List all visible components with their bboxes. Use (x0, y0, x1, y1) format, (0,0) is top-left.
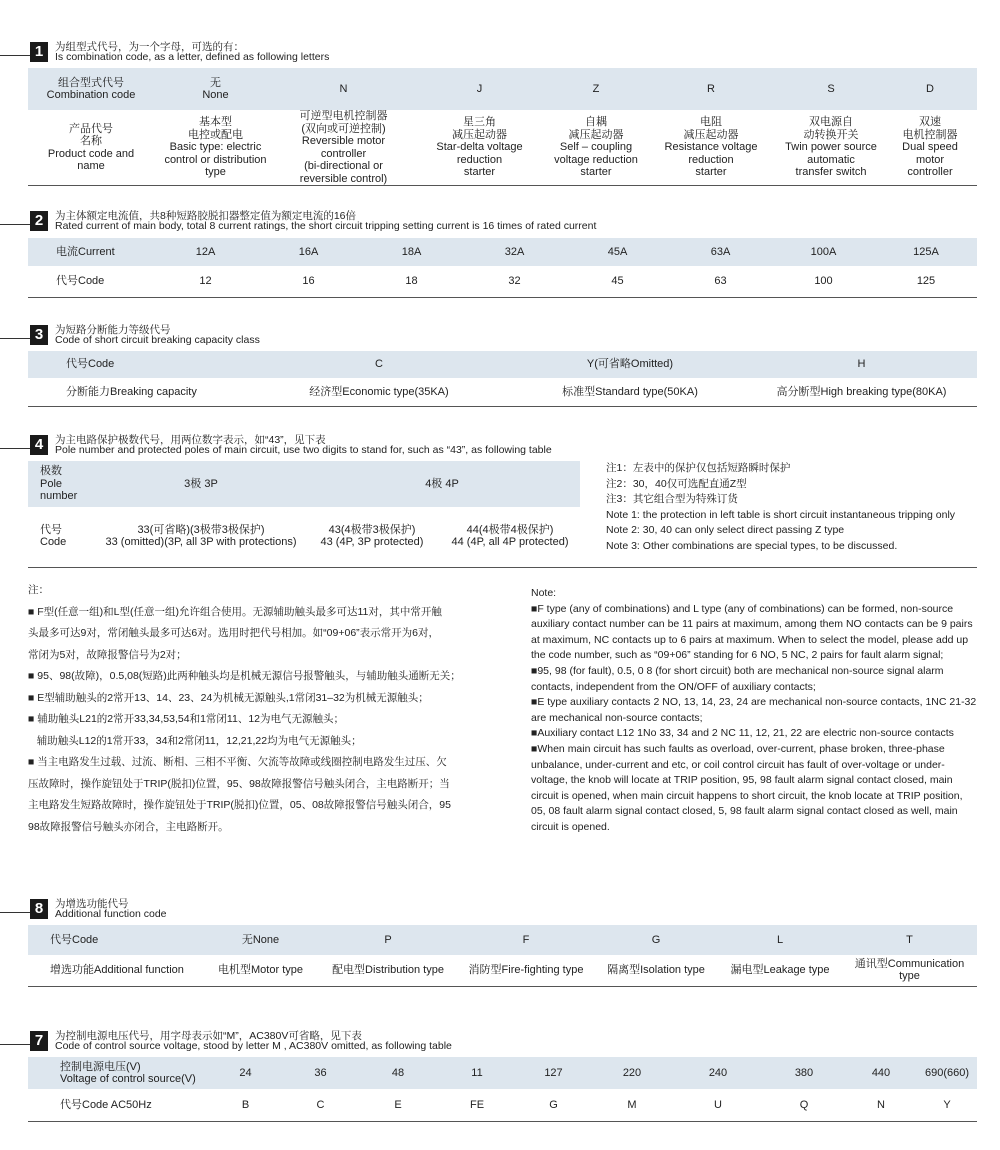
cell-text: 电机控制器 (902, 128, 958, 141)
table-row (28, 68, 977, 110)
table-cell (514, 378, 746, 406)
table-cell (673, 1057, 763, 1089)
table-cell (28, 351, 244, 378)
rated-current-table (28, 238, 977, 298)
table-cell (440, 507, 580, 565)
note-paragraph: Note: (531, 587, 557, 599)
note-paragraph: ■95, 98 (for fault), 0.5, 0 8 (for short circuit) both are mechanical non-source signal alarm contacts, independent from the ON/OFF of auxiliary contacts; (531, 664, 944, 693)
cell-text: 自耦 (585, 116, 607, 129)
section-8-header (0, 893, 1000, 923)
note-paragraph: 常闭为5对，故障报警信号为2对； (28, 648, 187, 661)
cell-text: Twin power source (785, 141, 877, 154)
table-cell (779, 110, 883, 186)
cell-text: 380 (794, 1066, 814, 1079)
table-cell (842, 925, 977, 955)
cell-text: Combination code (46, 89, 136, 101)
cell-text: Self – coupling (559, 141, 633, 154)
table-cell (244, 378, 514, 406)
note-paragraph: ■F type (any of combinations) and L type (any of combinations) can be formed, non-source auxiliary contact number can be 11 pairs at maximum, among them NO contacts can be 9 pairs at maximum, NC contacts up to 6 pairs at maximum. When to select the model, please add up the code number, such as “09+06” standing for 6 NO, 5 NC, 2 pairs for fault alarm signal; (531, 602, 973, 662)
table-cell (673, 1089, 763, 1121)
header-rule (0, 448, 30, 449)
table-cell (746, 378, 977, 406)
section-2-header (0, 205, 1000, 235)
note-paragraph: ■ 辅助触头L21的2常开33,34,53,54和1常闭11、12为电气无源触头； (28, 713, 345, 725)
cell-text: 高分断型High breaking type(80KA) (776, 385, 947, 398)
section-title-en: Code of short circuit breaking capacity class (55, 334, 260, 346)
section-number-badge: 1 (30, 42, 48, 62)
cell-text: Y (943, 1098, 951, 1111)
cell-text: 33 (omitted)(3P, all 3P with protections) (105, 536, 297, 548)
cell-text: T (906, 933, 913, 946)
cell-text: 代号Code (66, 358, 115, 371)
cell-text: Product code and (47, 147, 135, 160)
cell-text: controller (907, 166, 953, 179)
header-rule (0, 1044, 30, 1045)
table-cell (842, 955, 977, 986)
table-cell (883, 110, 977, 186)
table-cell (883, 68, 977, 110)
cell-text: reduction (688, 153, 734, 166)
cell-text: type (205, 166, 226, 179)
cell-text: L (776, 933, 784, 946)
cell-text: 220 (622, 1066, 642, 1079)
cell-text: 33(可省略)(3极带3极保护) (137, 523, 265, 536)
table-cell (514, 351, 746, 378)
cell-text: Star-delta voltage (436, 141, 523, 154)
section-7 (0, 1025, 1000, 1111)
cell-text: 电控或配电 (188, 128, 243, 141)
cell-text: control or distribution (164, 153, 267, 166)
table-cell (283, 1057, 358, 1089)
cell-text: Q (799, 1098, 809, 1111)
cell-text: 减压起动器 (568, 128, 624, 141)
cell-text: name (77, 160, 105, 172)
table-cell (549, 110, 643, 186)
table-cell (410, 68, 549, 110)
cell-text: 24 (239, 1066, 252, 1079)
side-note: 注2：30，40仅可选配直通Z型 (606, 477, 747, 490)
table-cell (360, 266, 463, 297)
cell-text: 690(660) (924, 1066, 970, 1079)
note-paragraph: ■ E型辅助触头的2常开13、14、23、24为机械无源触头,1常闭31–32为机械无源触头； (28, 691, 429, 704)
cell-text: motor (915, 153, 945, 166)
table-cell (244, 351, 514, 378)
cell-text: 12 (199, 275, 212, 287)
table-cell (318, 955, 458, 986)
table-cell (549, 68, 643, 110)
cell-text: Code (40, 536, 67, 548)
section-title-cn: 为主体额定电流值，共8种短路胶脱扣器整定值为额定电流的16倍 (55, 210, 357, 222)
side-note: 注3：其它组合型为特殊订货 (606, 493, 738, 506)
cell-text: starter (580, 166, 612, 179)
cell-text: None (202, 89, 229, 101)
cell-text: 440 (871, 1066, 891, 1079)
table-cell (643, 110, 779, 186)
table-cell (28, 266, 154, 297)
cell-text: 11 (471, 1066, 483, 1079)
cell-text: Voltage of control source(V) (60, 1073, 196, 1085)
cell-text: 极数 (40, 465, 62, 478)
cell-text: C (375, 358, 383, 371)
note-paragraph: ■ 当主电路发生过载、过流、断相、三相不平衡、欠流等故障或线圈控制电路发生过压、欠 (28, 756, 447, 768)
cell-text: 漏电型Leakage type (730, 964, 830, 976)
cell-text: U (714, 1098, 722, 1111)
cell-text: Dual speed (902, 141, 958, 154)
cell-text: 44 (4P, all 4P protected) (451, 536, 569, 548)
cell-text: F (522, 933, 530, 946)
note-paragraph: ■E type auxiliary contacts 2 NO, 13, 14, 23, 24 are mechanical non-source contacts, 1NC 21-32 are mechanical non-source contacts; (531, 696, 977, 724)
cell-text: 125A (913, 245, 939, 258)
cell-text: 63A (710, 245, 731, 258)
table-cell (154, 110, 277, 186)
cell-text: 电流Current (56, 245, 115, 258)
header-rule (0, 224, 30, 225)
section-number-badge: 3 (30, 325, 48, 345)
cell-text: 45 (611, 275, 624, 287)
notes-english (531, 586, 980, 836)
table-cell (203, 955, 318, 986)
cell-text: 4极 4P (425, 477, 459, 490)
header-rule (0, 338, 30, 339)
note-paragraph: ■When main circuit has such faults as overload, over-current, phase broken, three-phase unbalance, under-current and etc, or coil control circuit has fault of over-voltage or under-voltage, the knob will locate at TRIP position, 95, 98 fault alarm signal contact closed, main circuit is opened, when main circuit happens to short circuit, the knob locate at TRIP position, 05, 08 fault alarm signal contact closed, 5, 98 fault alarm signal contact closed as well, main circuit is opened. (531, 742, 963, 833)
table-cell (304, 461, 580, 507)
section-1-header (0, 36, 1000, 66)
note-paragraph: 头最多可达9对，常闭触头最多可达6对。选用时把代号相加。如“09+06”表示常开为6对， (28, 627, 440, 639)
section-number-badge: 4 (30, 435, 48, 455)
table-cell (358, 1057, 438, 1089)
pole-table-side-notes (606, 461, 996, 555)
table-cell (154, 266, 257, 297)
table-cell (277, 68, 410, 110)
cell-text: 名称 (80, 135, 102, 147)
table-cell (283, 1089, 358, 1121)
table-cell (208, 1057, 283, 1089)
section-3-header (0, 319, 1000, 349)
cell-text: R (707, 82, 715, 95)
cell-text: 经济型Economic type(35KA) (309, 385, 449, 398)
section-number-badge: 8 (30, 899, 48, 919)
section-7-header (0, 1025, 1000, 1055)
table-cell (875, 266, 977, 297)
table-cell (718, 955, 842, 986)
note-paragraph: ■ F型(任意一组)和L型(任意一组)允许组合使用。无源辅助触头最多可达11对，其中常开触 (28, 605, 442, 618)
cell-text: 分断能力Breaking capacity (66, 385, 197, 398)
cell-text: 双速 (919, 116, 941, 129)
table-cell (438, 1057, 516, 1089)
table-cell (410, 110, 549, 186)
table-row (28, 1089, 977, 1121)
cell-text: Pole number (40, 477, 78, 503)
cell-text: 电阻 (700, 116, 722, 129)
cell-text: 32 (508, 275, 521, 287)
table-cell (917, 1089, 977, 1121)
cell-text: (bi-directional or (304, 160, 383, 172)
table-cell (28, 378, 244, 406)
note-paragraph: 主电路发生短路故障时，操作旋钮处于TRIP(脱扣)位置，05、08故障报警信号触头闭合，95 (28, 799, 451, 811)
cell-text: 无 (210, 76, 221, 89)
cell-text: C (316, 1098, 325, 1111)
section-4-header (0, 429, 1000, 459)
section-title-cn: 为主电路保护极数代号，用两位数字表示，如“43”，见下表 (55, 434, 326, 446)
table-cell (28, 238, 154, 266)
cell-text: 12A (195, 245, 216, 258)
cell-text: starter (695, 166, 727, 179)
section-title-en: Additional function code (55, 908, 167, 920)
table-cell (98, 507, 304, 565)
cell-text: E (394, 1098, 402, 1111)
section-title-en: Rated current of main body, total 8 current ratings, the short circuit tripping setting current is 16 times of rated current (55, 220, 597, 232)
section-1 (0, 36, 1000, 185)
cell-text: Reversible motor controller (301, 135, 386, 160)
section-title-cn: 为组型式代号，为一个字母，可选的有： (55, 41, 244, 53)
cell-text: G (651, 933, 661, 946)
table-cell (28, 68, 154, 110)
section-4-divider (28, 567, 977, 568)
section-2 (0, 205, 1000, 287)
cell-text: 通讯型Communication type (854, 957, 965, 983)
section-title-cn: 为控制电源电压代号，用字母表示如“M”，AC380V可省略，见下表 (55, 1030, 362, 1042)
cell-text: starter (463, 166, 496, 179)
table-cell (643, 68, 779, 110)
table-cell (28, 925, 203, 955)
cell-text: 代号Code (50, 933, 99, 946)
note-paragraph: ■Auxiliary contact L12 1No 33, 34 and 2 NC 11, 12, 21, 22 are electric non-source contacts (531, 727, 954, 740)
cell-text: D (926, 82, 934, 95)
table-cell (304, 507, 440, 565)
cell-text: M (627, 1098, 637, 1111)
cell-text: voltage reduction (554, 153, 638, 166)
table-cell (28, 955, 203, 986)
cell-text: 43(4极带3极保护) (328, 523, 416, 536)
side-note: Note 2: 30, 40 can only select direct passing Z type (606, 524, 845, 537)
note-paragraph: 注： (28, 584, 49, 596)
table-cell (917, 1057, 977, 1089)
cell-text: N (339, 82, 348, 95)
cell-text: 星三角 (463, 116, 496, 129)
table-cell (669, 238, 772, 266)
cell-text: (双向或可逆控制) (301, 122, 386, 135)
cell-text: 消防型Fire-fighting type (468, 964, 584, 976)
table-cell (594, 925, 718, 955)
table-row (28, 955, 977, 986)
header-rule (0, 55, 30, 56)
cell-text: 基本型 (199, 116, 232, 129)
section-number-badge: 7 (30, 1031, 48, 1051)
header-rule (0, 912, 30, 913)
cell-text: 44(4极带4极保护) (466, 523, 554, 536)
table-row (28, 1057, 977, 1089)
cell-text: 动转换开关 (803, 128, 859, 141)
note-paragraph: ■ 95、98(故障)，0.5,08(短路)此两种触头均是机械无源信号报警触头，与辅助触头通断无关； (28, 670, 461, 682)
cell-text: 18A (401, 245, 422, 258)
additional-function-table (28, 925, 977, 987)
table-cell (566, 238, 669, 266)
cell-text: 100 (814, 275, 833, 287)
table-cell (203, 925, 318, 955)
cell-text: 双电源自 (809, 116, 853, 129)
table-row (28, 378, 977, 406)
cell-text: 36 (314, 1066, 327, 1079)
cell-text: 100A (810, 245, 837, 258)
cell-text: H (857, 358, 866, 371)
cell-text: S (827, 82, 835, 95)
cell-text: 32A (504, 245, 525, 258)
note-paragraph: 辅助触头L12的1常开33，34和2常闭11，12,21,22均为电气无源触头； (28, 734, 362, 747)
cell-text: reversible control) (299, 172, 388, 185)
breaking-capacity-table (28, 351, 977, 407)
cell-text: FE (469, 1098, 485, 1111)
cell-text: 可逆型电机控制器 (299, 110, 388, 122)
cell-text: 63 (714, 275, 727, 287)
section-8 (0, 893, 1000, 983)
table-cell (463, 238, 566, 266)
table-cell (360, 238, 463, 266)
section-title-cn: 为短路分断能力等级代号 (55, 324, 171, 336)
cell-text: Resistance voltage (664, 141, 758, 154)
cell-text: 减压起动器 (452, 128, 507, 141)
cell-text: 16 (302, 275, 315, 287)
table-cell (257, 266, 360, 297)
cell-text: 产品代号 (69, 122, 113, 135)
table-cell (358, 1089, 438, 1121)
section-title-en: Is combination code, as a letter, defined as following letters (55, 51, 330, 63)
cell-text: 无None (241, 933, 280, 946)
combination-code-table (28, 68, 977, 186)
cell-text: J (476, 82, 483, 95)
section-3 (0, 319, 1000, 398)
cell-text: 增选功能Additional function (50, 964, 184, 976)
table-cell (746, 351, 977, 378)
cell-text: 48 (391, 1066, 405, 1079)
pole-number-table (28, 461, 580, 565)
cell-text: N (877, 1098, 885, 1111)
table-cell (779, 68, 883, 110)
table-cell (28, 507, 98, 565)
cell-text: Z (592, 82, 600, 95)
note-paragraph: 压故障时，操作旋钮处于TRIP(脱扣)位置，95、98故障报警信号触头闭合，主电路断开；当 (28, 777, 450, 790)
cell-text: B (241, 1098, 250, 1111)
cell-text: 43 (4P, 3P protected) (320, 536, 424, 548)
control-voltage-table (28, 1057, 977, 1122)
cell-text: 代号 (40, 523, 62, 536)
table-row (28, 266, 977, 297)
table-cell (516, 1089, 591, 1121)
table-cell (772, 266, 875, 297)
cell-text: P (384, 933, 392, 946)
cell-text: 18 (405, 275, 418, 287)
table-row (28, 110, 977, 186)
table-cell (318, 925, 458, 955)
side-note: Note 3: Other combinations are special types, to be discussed. (606, 539, 898, 552)
table-cell (594, 955, 718, 986)
table-cell (277, 110, 410, 186)
section-title-en: Code of control source voltage, stood by letter M , AC380V omitted, as following table (55, 1040, 452, 1052)
cell-text: 125 (916, 275, 936, 287)
section-number-badge: 2 (30, 211, 48, 231)
cell-text: Y(可省略Omitted) (586, 358, 674, 371)
cell-text: 隔离型Isolation type (607, 964, 705, 976)
cell-text: 代号Code AC50Hz (60, 1098, 152, 1111)
table-cell (28, 1089, 208, 1121)
table-cell (28, 110, 154, 186)
table-cell (438, 1089, 516, 1121)
side-note: 注1：左表中的保护仅包括短路瞬时保护 (606, 462, 791, 474)
table-row (28, 351, 977, 378)
cell-text: G (549, 1098, 558, 1111)
table-cell (763, 1057, 845, 1089)
table-cell (875, 238, 977, 266)
notes-chinese (28, 580, 498, 838)
cell-text: 配电型Distribution type (332, 964, 444, 976)
cell-text: 电机型Motor type (218, 964, 303, 976)
table-cell (669, 266, 772, 297)
table-cell (763, 1089, 845, 1121)
cell-text: 127 (544, 1066, 563, 1079)
table-row (28, 925, 977, 955)
section-title-en: Pole number and protected poles of main circuit, use two digits to stand for, such as “43”, as following table (55, 444, 552, 456)
table-cell (463, 266, 566, 297)
table-cell (772, 238, 875, 266)
cell-text: transfer switch (795, 166, 867, 179)
table-cell (154, 238, 257, 266)
cell-text: 减压起动器 (683, 128, 739, 141)
cell-text: 代号Code (56, 275, 105, 287)
table-cell (516, 1057, 591, 1089)
cell-text: 16A (298, 245, 319, 258)
table-cell (28, 461, 98, 507)
table-cell (208, 1089, 283, 1121)
cell-text: 组合型式代号 (58, 76, 124, 89)
table-row (28, 461, 580, 507)
table-cell (718, 925, 842, 955)
cell-text: 控制电源电压(V) (60, 1060, 141, 1073)
note-paragraph: 98故障报警信号触头亦闭合，主电路断开。 (28, 820, 229, 833)
table-cell (591, 1057, 673, 1089)
table-cell (845, 1089, 917, 1121)
cell-text: reduction (456, 153, 503, 166)
table-cell (845, 1057, 917, 1089)
table-cell (154, 68, 277, 110)
cell-text: 3极 3P (184, 477, 218, 490)
side-note: Note 1: the protection in left table is short circuit instantaneous tripping only (606, 508, 956, 521)
cell-text: 标准型Standard type(50KA) (562, 385, 698, 398)
table-row (28, 238, 977, 266)
table-cell (28, 1057, 208, 1089)
table-cell (98, 461, 304, 507)
cell-text: 45A (607, 245, 628, 258)
table-cell (458, 925, 594, 955)
cell-text: Basic type: electric (169, 141, 262, 154)
table-row (28, 507, 580, 565)
section-title-cn: 为增选功能代号 (55, 898, 129, 910)
cell-text: automatic (807, 153, 855, 166)
cell-text: 240 (708, 1066, 728, 1079)
table-cell (566, 266, 669, 297)
table-cell (257, 238, 360, 266)
table-cell (458, 955, 594, 986)
table-cell (591, 1089, 673, 1121)
